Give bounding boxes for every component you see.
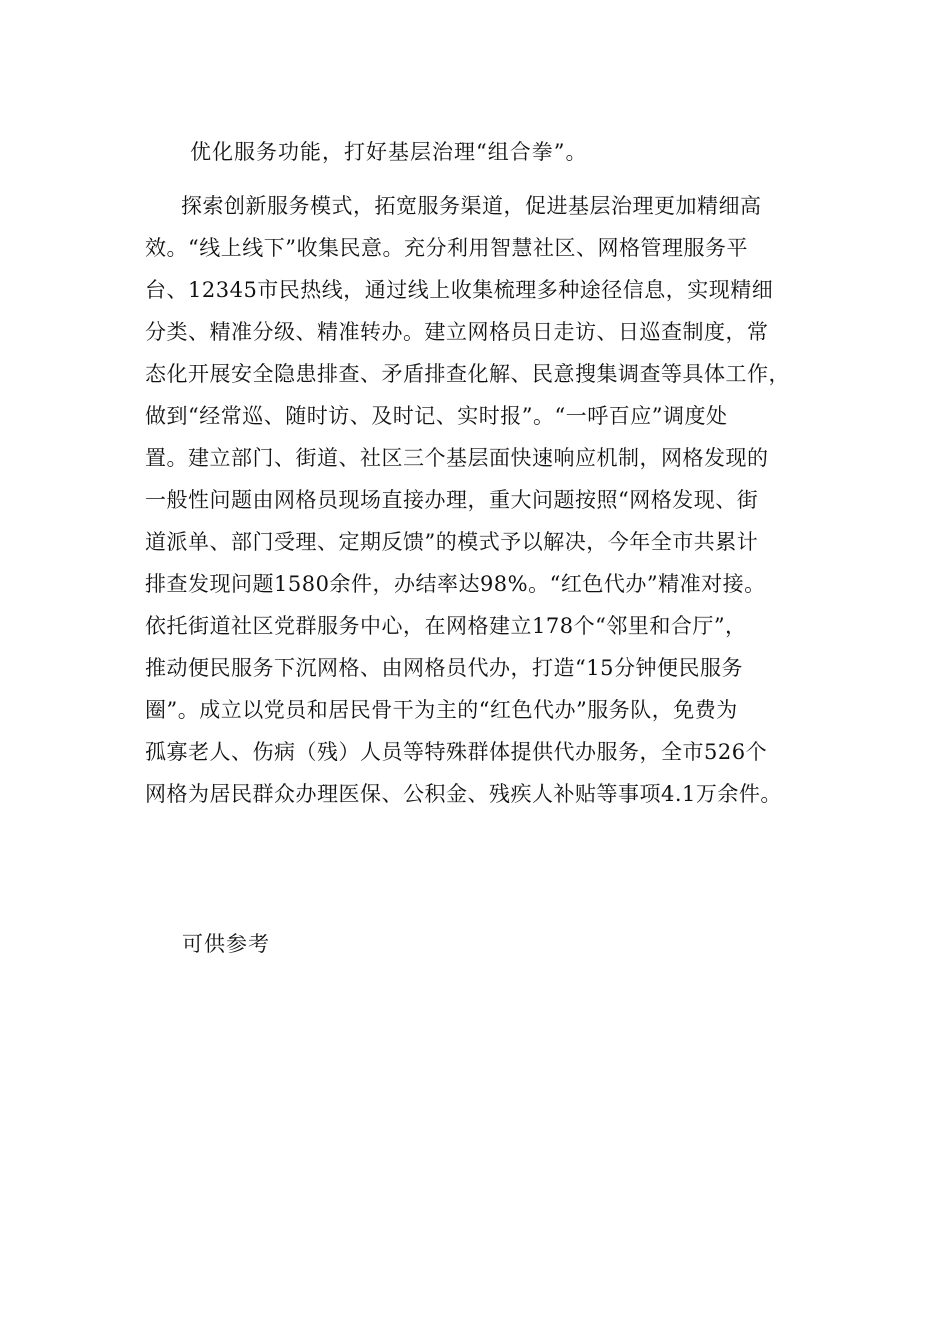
paragraph-line: 圈”。成立以党员和居民骨干为主的“红色代办”服务队，免费为 [145, 698, 738, 722]
paragraph-line: 道派单、部门受理、定期反馈”的模式予以解决，今年全市共累计 [145, 530, 759, 554]
paragraph-line: 态化开展安全隐患排查、矛盾排查化解、民意搜集调查等具体工作， [145, 362, 790, 386]
paragraph-line: 一般性问题由网格员现场直接办理，重大问题按照“网格发现、街 [145, 488, 759, 512]
paragraph-line: 做到“经常巡、随时访、及时记、实时报”。“一呼百应”调度处 [145, 404, 728, 428]
paragraph-line: 分类、精准分级、精准转办。建立网格员日走访、日巡查制度，常 [145, 320, 769, 344]
paragraph-line: 网格为居民群众办理医保、公积金、残疾人补贴等事项4.1万余件。 [145, 782, 782, 806]
closing-note: 可供参考 [182, 932, 270, 956]
paragraph-line: 排查发现问题1580余件，办结率达98%。“红色代办”精准对接。 [145, 572, 766, 596]
paragraph-line: 依托街道社区党群服务中心，在网格建立178个“邻里和合厅”， [145, 614, 747, 638]
paragraph-line: 效。“线上线下”收集民意。充分利用智慧社区、网格管理服务平 [145, 236, 748, 260]
body-paragraph [145, 185, 815, 815]
section-heading: 优化服务功能，打好基层治理“组合拳”。 [190, 140, 588, 164]
paragraph-line: 推动便民服务下沉网格、由网格员代办，打造“15分钟便民服务 [145, 656, 743, 680]
paragraph-line: 探索创新服务模式，拓宽服务渠道，促进基层治理更加精细高 [181, 194, 762, 218]
paragraph-line: 台、12345市民热线，通过线上收集梳理多种途径信息，实现精细 [145, 278, 774, 302]
paragraph-line: 置。建立部门、街道、社区三个基层面快速响应机制，网格发现的 [145, 446, 769, 470]
paragraph-line: 孤寡老人、伤病（残）人员等特殊群体提供代办服务，全市526个 [145, 740, 768, 764]
